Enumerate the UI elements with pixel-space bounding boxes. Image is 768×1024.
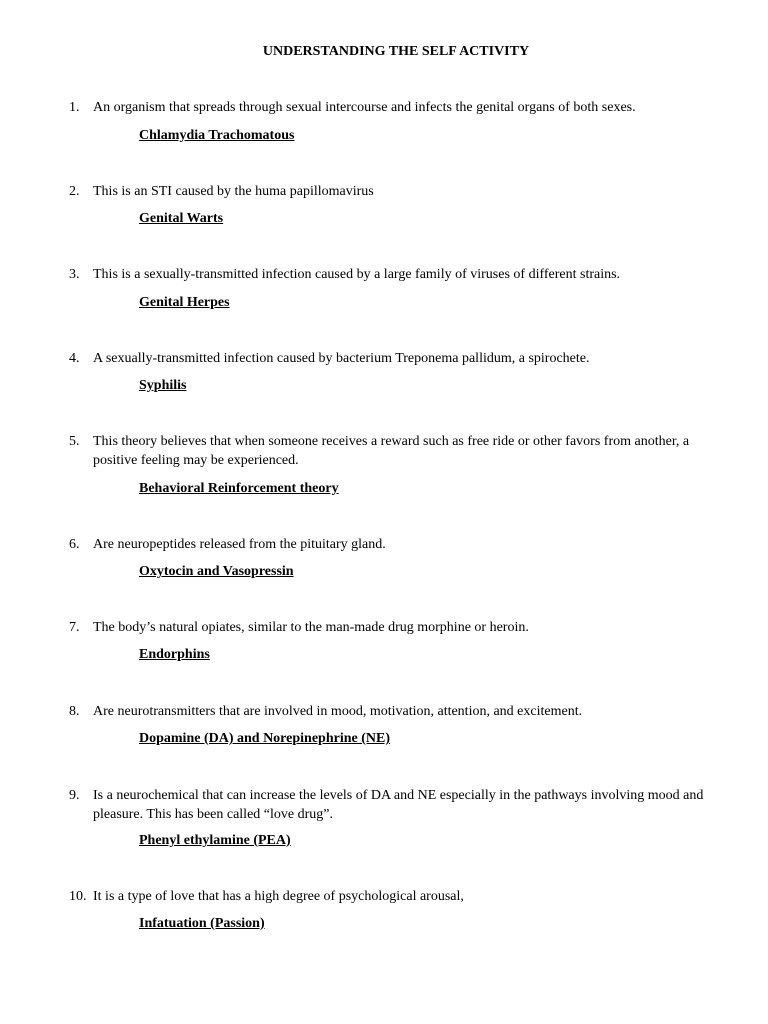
item-number: 4.	[69, 351, 80, 366]
item-question: Are neurotransmitters that are involved in mood, motivation, attention, and excitement.	[93, 704, 583, 719]
item-number: 7.	[69, 620, 80, 635]
item-question: Is a neurochemical that can increase the levels of DA and NE especially in the pathways involving mood and pleasure. This has been called “love drug”.	[93, 788, 704, 822]
item-number: 5.	[69, 434, 80, 449]
item-number: 10.	[69, 889, 87, 904]
item-question: This theory believes that when someone receives a reward such as free ride or other favors from another, a positive feeling may be experienced.	[93, 434, 690, 468]
page-title: UNDERSTANDING THE SELF ACTIVITY	[262, 44, 530, 59]
item-answer: Dopamine (DA) and Norepinephrine (NE)	[139, 731, 390, 746]
item-answer: Oxytocin and Vasopressin	[139, 564, 294, 579]
item-question: Are neuropeptides released from the pituitary gland.	[93, 537, 386, 552]
item-question: It is a type of love that has a high degree of psychological arousal,	[93, 889, 464, 904]
item-answer: Syphilis	[139, 378, 187, 393]
item-question: The body’s natural opiates, similar to the man-made drug morphine or heroin.	[93, 620, 529, 635]
item-answer: Genital Herpes	[139, 295, 230, 310]
item-question: A sexually-transmitted infection caused by bacterium Treponema pallidum, a spirochete.	[93, 351, 590, 366]
item-number: 6.	[69, 537, 80, 552]
item-answer: Behavioral Reinforcement theory	[139, 481, 339, 496]
item-number: 9.	[69, 788, 80, 803]
item-number: 2.	[69, 184, 80, 199]
item-number: 3.	[69, 267, 80, 282]
item-question: An organism that spreads through sexual intercourse and infects the genital organs of both sexes.	[93, 100, 636, 115]
item-answer: Genital Warts	[139, 211, 224, 226]
item-answer: Infatuation (Passion)	[139, 916, 265, 931]
item-question: This is a sexually-transmitted infection caused by a large family of viruses of different strains.	[93, 267, 621, 282]
item-answer: Endorphins	[139, 647, 210, 662]
item-number: 1.	[69, 100, 80, 115]
item-number: 8.	[69, 704, 80, 719]
item-question: This is an STI caused by the huma papillomavirus	[93, 184, 374, 199]
item-answer: Chlamydia Trachomatous	[139, 128, 295, 143]
item-answer: Phenyl ethylamine (PEA)	[139, 833, 291, 848]
